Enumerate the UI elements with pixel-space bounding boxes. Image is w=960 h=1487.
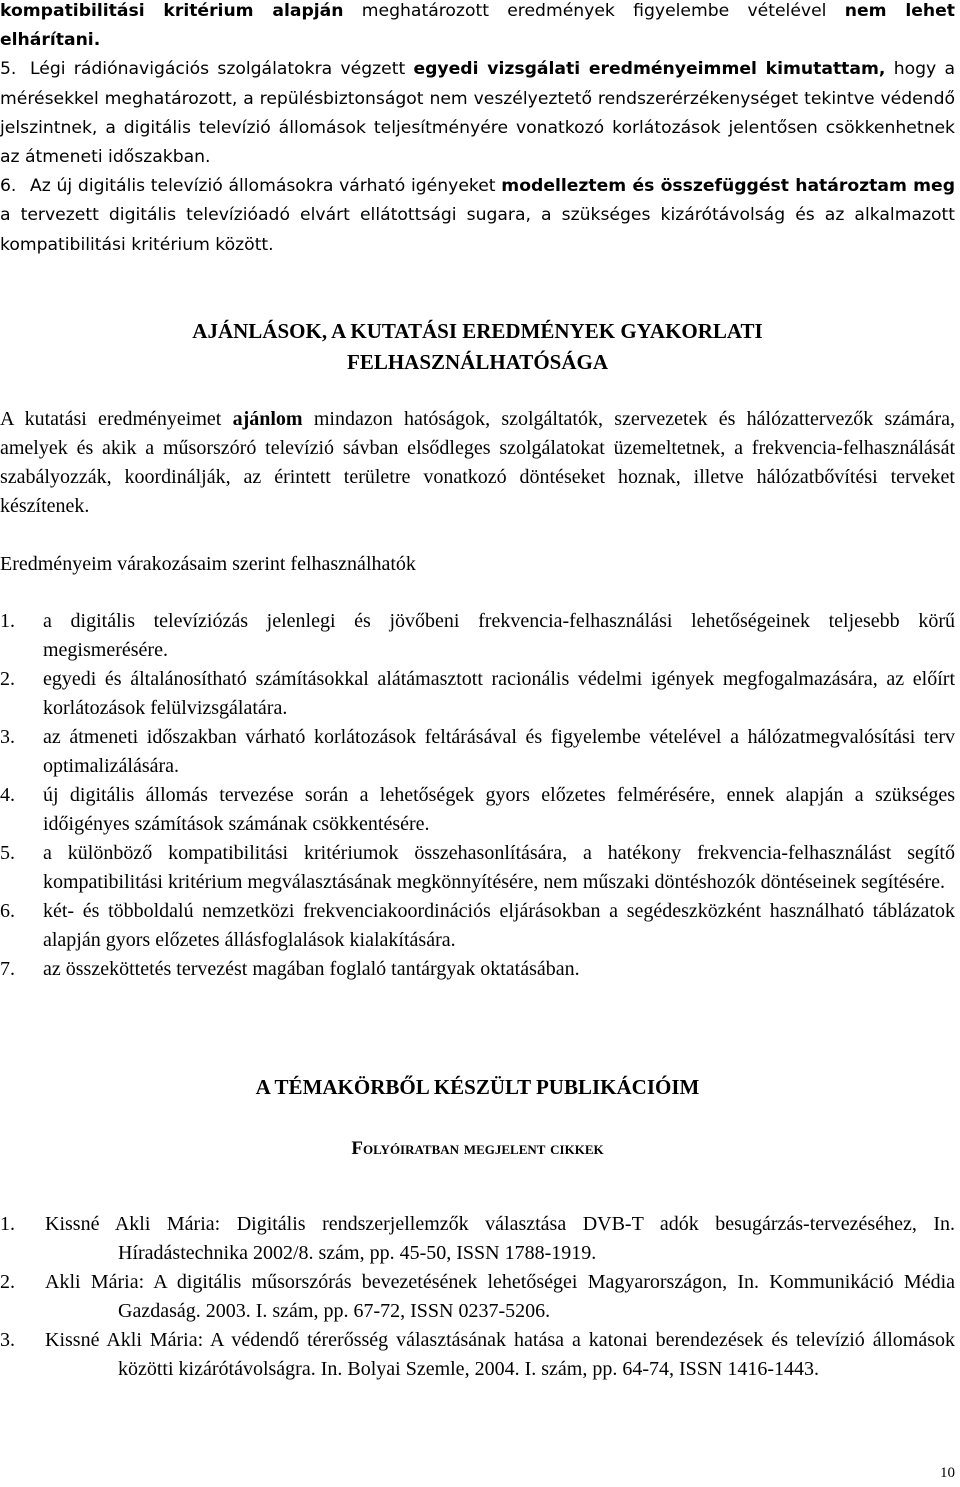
result-4-tail: kompatibilitási kritérium alapján meghatározott eredmények figyelembe vételével nem lehet elhárítani.	[0, 1, 955, 51]
list-item: 2. egyedi és általánosítható számításokkal alátámasztott racionális védelmi igények megfogalmazására, az előírt korlátozások felülvizsgálatára.	[0, 668, 955, 719]
list-item: 7. az összeköttetés tervezést magában foglaló tantárgyak oktatásában.	[0, 958, 580, 980]
result-6: 6. Az új digitális televízió állomásokra várható igényeket modelleztem és összefüggést határoztam meg a tervezett digitális televízióadó elvárt ellátottsági sugara, a szükséges kizárótávolság és az alkalmazott kompatibilitási kritérium között.	[0, 176, 956, 255]
publication-list	[0, 1210, 955, 1384]
list-item: 5. a különböző kompatibilitási kritériumok összehasonlítására, a hatékony frekvencia-felhasználást segítő kompatibilitási kritérium megválasztásának megkönnyítésére, nem műszaki döntéshozók döntéseinek segítésére.	[0, 842, 955, 893]
page-number: 10	[940, 1465, 955, 1481]
list-item: 6. két- és többoldalú nemzetközi frekvenciakoordinációs eljárásokban a segédeszközként használható táblázatok alapján gyors előzetes állásfoglalások kialakítására.	[0, 900, 955, 951]
recommendations-paragraph: A kutatási eredményeimet ajánlom mindazon hatóságok, szolgáltatók, szervezetek és hálózattervezők számára, amelyek és akik a műsorszóró televízió sávban elsődleges szolgálatokat üzemeltetnek, a frekvencia-felhasználását szabályozzák, koordinálják, az érintett területre vonatkozó döntéseket hoznak, illetve hálózatbővítési terveket készítenek.	[0, 408, 955, 517]
recommendations-heading: AJÁNLÁSOK, A KUTATÁSI EREDMÉNYEK GYAKORLATI FELHASZNÁLHATÓSÁGA	[192, 319, 763, 374]
usage-list	[0, 607, 955, 984]
list-item: 4. új digitális állomás tervezése során a lehetőségek gyors előzetes felmérésére, ennek alapján a szükséges időigényes számítások számának csökkentésére.	[0, 784, 955, 835]
publication-item: 3. Kissné Akli Mária: A védendő térerősség választásának hatása a katonai berendezések és televízió állomások közötti kizárótávolságra. In. Bolyai Szemle, 2004. I. szám, pp. 64-74, ISSN 1416-1443.	[0, 1329, 955, 1380]
list-item: 1. a digitális televíziózás jelenlegi és jövőbeni frekvencia-felhasználási lehetőségeinek teljesebb körű megismerésére.	[0, 610, 955, 661]
result-5: 5. Légi rádiónavigációs szolgálatokra végzett egyedi vizsgálati eredményeimmel kimutattam, hogy a mérésekkel meghatározott, a repülésbiztonságot nem veszélyeztető rendszerérzékenységet tekintve védendő jelszintnek, a digitális televízió állomások teljesítményére vonatkozó korlátozások jelentősen csökkenhetnek az átmeneti időszakban.	[0, 59, 955, 168]
journal-articles-subheading: Folyóiratban megjelent cikkek	[351, 1138, 604, 1159]
list-item: 3. az átmeneti időszakban várható korlátozások feltárásával és figyelembe vételével a hálózatmegvalósítási terv optimalizálására.	[0, 726, 955, 777]
publication-item: 1. Kissné Akli Mária: Digitális rendszerjellemzők választása DVB-T adók besugárzás-tervezéséhez, In. Híradástechnika 2002/8. szám, pp. 45-50, ISSN 1788-1919.	[0, 1213, 955, 1264]
publications-heading: A TÉMAKÖRBŐL KÉSZÜLT PUBLIKÁCIÓIM	[255, 1075, 700, 1099]
publication-item: 2. Akli Mária: A digitális műsorszórás bevezetésének lehetőségei Magyarországon, In. Kommunikáció Média Gazdaság. 2003. I. szám, pp. 67-72, ISSN 0237-5206.	[0, 1271, 956, 1322]
usage-intro: Eredményeim várakozásaim szerint felhasználhatók	[0, 553, 416, 575]
results-continuation	[0, 0, 955, 260]
